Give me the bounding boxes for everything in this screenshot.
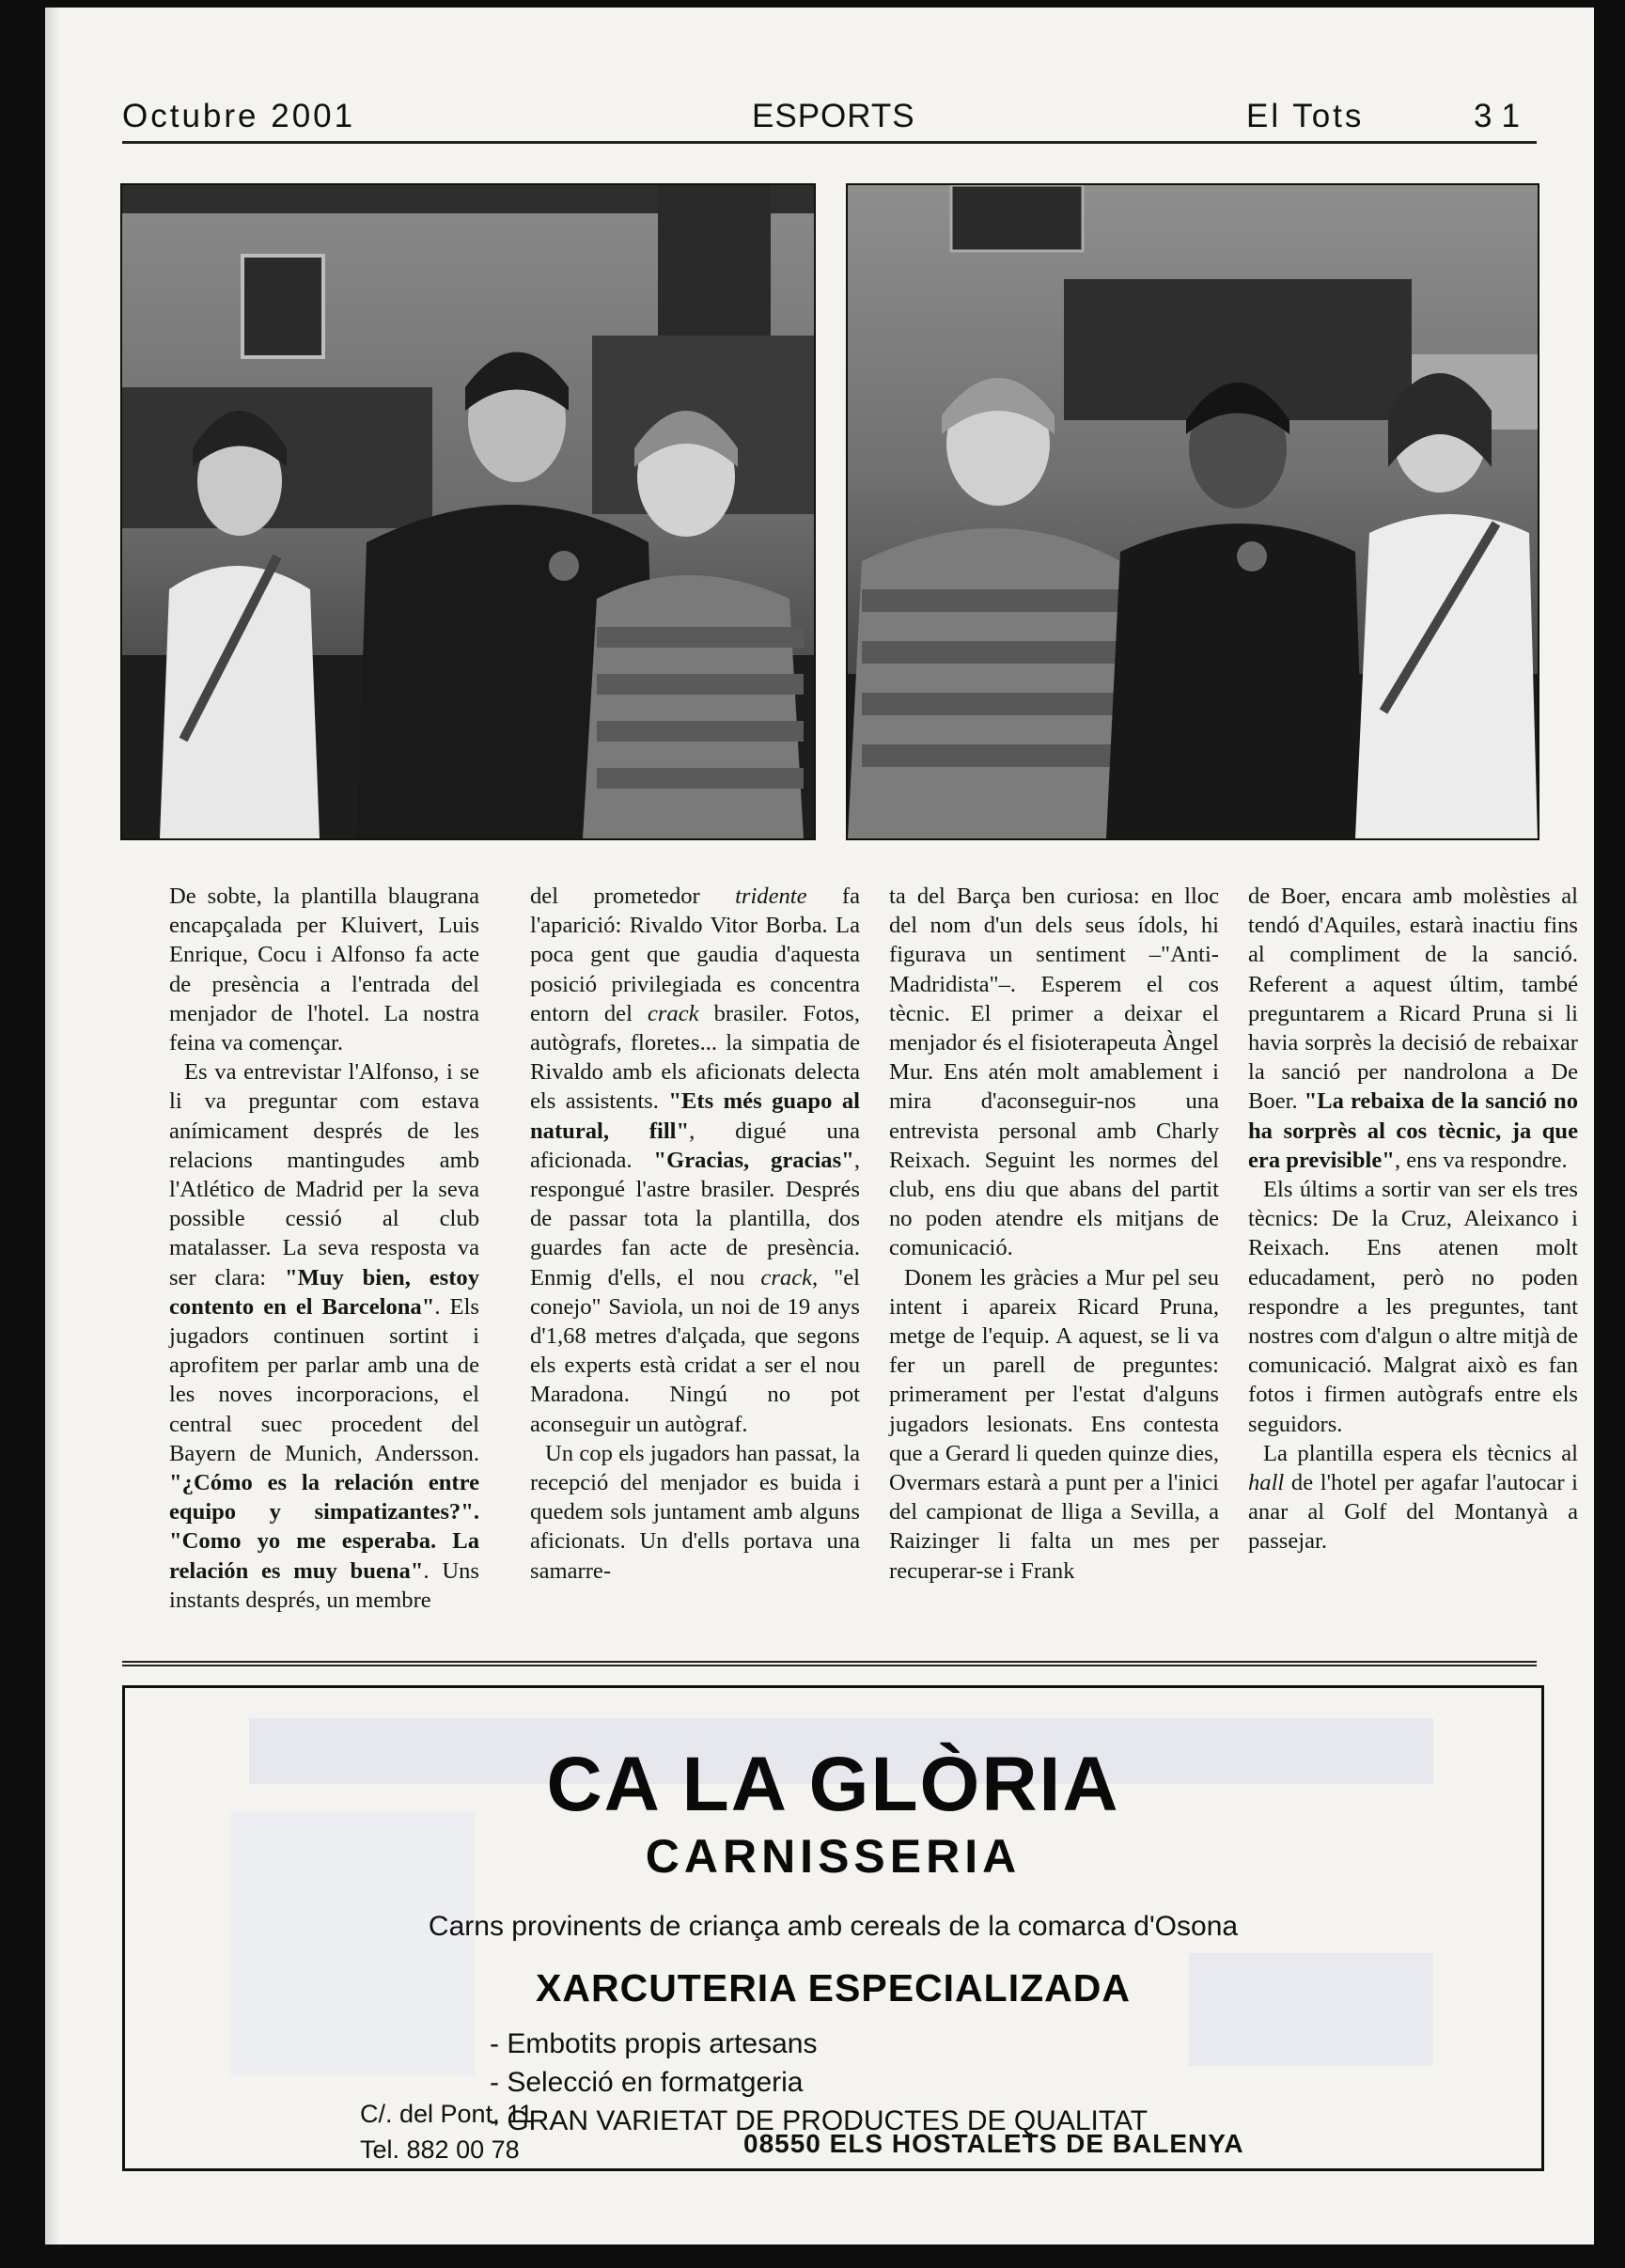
text-run: . Uns instants després, un membre (169, 1557, 479, 1613)
article-column-2 (530, 882, 860, 1645)
text-run: de l'hotel per agafar l'autocar i anar al Golf del Montanyà a passejar. (1248, 1470, 1578, 1555)
paragraph (1248, 1439, 1578, 1556)
ad-subheading: XARCUTERIA ESPECIALIZADA (536, 1966, 1131, 2010)
advertisement-box (122, 1685, 1544, 2171)
italic-term: hall (1248, 1470, 1285, 1496)
text-run: Es va entrevistar l'Alfonso, i se li va preguntar com estava anímicament després de les relacions mantingudes amb l'Atlético de Madrid per la seva possible cessió al club matalasser. La seva resposta va ser clara: (169, 1059, 479, 1290)
header-section: ESPORTS (752, 98, 915, 134)
photo-left (120, 183, 816, 840)
header-date: Octubre 2001 (122, 98, 356, 134)
ad-product-item: - GRAN VARIETAT DE PRODUCTES DE QUALITAT (490, 2105, 1148, 2136)
italic-term: crack (647, 1000, 699, 1026)
text-run: , ens va respondre. (1394, 1147, 1568, 1173)
quote-bold: "Ets més guapo al natural, fill" (530, 1088, 860, 1144)
text-run: fa l'aparició: Rivaldo Vitor Borba. La poca gent que gaudia d'aquesta posició privilegiada es concentra entorn del (530, 884, 860, 1026)
header-page-number: 31 (1474, 98, 1529, 134)
text-run: . Els jugadors continuen sortint i aprofitem per parlar amb una de les noves incorporacions, el central suec procedent del Bayern de Munich, Andersson. (169, 1293, 479, 1466)
ad-phone: Tel. 882 00 78 (360, 2135, 520, 2164)
paragraph (1248, 1175, 1578, 1439)
ad-tagline: Carns provinents de criança amb cereals de la comarca d'Osona (428, 1911, 1239, 1942)
ad-town: 08550 ELS HOSTALETS DE BALENYA (743, 2129, 1244, 2158)
text-run: , respongué l'astre brasiler. Després de passar tota la plantilla, dos guardes fan acte de presència. Enmig d'ells, el nou (530, 1147, 860, 1290)
quote-bold: "¿Cómo es la relación entre equipo y simpatizantes?". "Como yo me esperaba. La relación es muy buena" (169, 1470, 479, 1584)
ad-product-item: - Embotits propis artesans (490, 2028, 818, 2059)
text-run: brasiler. Fotos, autògrafs, floretes... la simpatia de Rivaldo amb els aficionats delecta els assistents. (530, 1000, 860, 1115)
paragraph (889, 882, 1219, 1263)
text-run: Un cop els jugadors han passat, la recepció del menjador es buida i quedem sols juntament amb alguns aficionats. Un d'ells portava una samarre- (530, 1440, 860, 1584)
paragraph (889, 1263, 1219, 1586)
text-run: Els últims a sortir van ser els tres tècnics: De la Cruz, Aleixanco i Reixach. Ens atenen molt educadament, però no poden respondre a les preguntes, tant nostres com d'algun o altre mitjà de comunicació. Malgrat això es fan fotos i firmen autògrafs entre els seguidors. (1248, 1177, 1578, 1437)
paragraph (169, 1057, 479, 1615)
text-run: del prometedor (530, 884, 736, 909)
header-publication: El Tots (1246, 98, 1365, 134)
magazine-page (45, 8, 1594, 2245)
ad-business-name: CA LA GLÒRIA (546, 1742, 1120, 1827)
quote-bold: "Muy bien, estoy contento en el Barcelona" (169, 1264, 479, 1320)
ad-product-item: - Selecció en formatgeria (490, 2067, 804, 2098)
text-run: La plantilla espera els tècnics al (1263, 1440, 1578, 1466)
ad-street: C/. del Pont, 11 (360, 2100, 534, 2128)
quote-bold: "La rebaixa de la sanció no ha sorprès al cos tècnic, ja que era previsible" (1248, 1088, 1578, 1173)
paragraph (169, 882, 479, 1057)
section-divider (122, 1661, 1537, 1666)
paragraph (1248, 882, 1578, 1175)
text-run: de Boer, encara amb molèsties al tendó d'Aquiles, estarà inactiu fins al compliment de la sanció. Referent a aquest últim, també preguntarem a Ricard Pruna si li havia sorprès la decisió de rebaixar la sanció per nandrolona a De Boer. (1248, 884, 1578, 1115)
article-column-3 (889, 882, 1219, 1645)
paragraph (530, 882, 860, 1439)
text-run: Donem les gràcies a Mur pel seu intent i apareix Ricard Pruna, metge de l'equip. A aquest, se li va fer un parell de preguntes: primerament per l'estat d'alguns jugadors lesionats. Ens contesta que a Gerard li queden quinze dies, Overmars estarà a punt per a l'inici del campionat de lliga a Sevilla, a Raizinger li falta un mes per recuperar-se i Frank (889, 1264, 1219, 1584)
photo-left-image (122, 185, 814, 838)
article-body (122, 882, 1578, 1645)
italic-term: tridente (735, 884, 807, 909)
ad-address-block (360, 2096, 533, 2167)
text-run: , digué una aficionada. (530, 1118, 860, 1173)
ad-product-list (490, 2025, 1148, 2140)
article-column-4 (1248, 882, 1578, 1645)
article-column-1 (169, 882, 479, 1645)
text-run: ta del Barça ben curiosa: en lloc del nom d'un dels seus ídols, hi figurava un sentiment –"Anti-Madridista"–. Esperem el cos tècnic. El primer a deixar el menjador és el fisioterapeuta Àngel Mur. Ens atén molt amablement i mira d'aconseguir-nos una entrevista personal amb Charly Reixach. Seguint les normes del club, ens diu que abans del partit no poden atendre els mitjans de comunicació. (889, 884, 1219, 1261)
text-run: De sobte, la plantilla blaugrana encapçalada per Kluivert, Luis Enrique, Cocu i Alfonso fa acte de presència a l'entrada del menjador de l'hotel. La nostra feina va començar. (169, 884, 479, 1056)
photo-right (846, 183, 1539, 840)
photo-right-image (848, 185, 1538, 838)
text-run: , "el conejo" Saviola, un noi de 19 anys d'1,68 metres d'alçada, que segons els experts està cridat a ser el nou Maradona. Ningú no pot aconseguir un autògraf. (530, 1264, 861, 1437)
running-header (122, 96, 1537, 144)
quote-bold: "Gracias, gracias" (653, 1147, 854, 1173)
italic-term: crack (760, 1264, 813, 1290)
paragraph (530, 1439, 860, 1586)
page-spine-shadow (45, 8, 60, 2245)
ad-business-type: CARNISSERIA (645, 1830, 1022, 1883)
